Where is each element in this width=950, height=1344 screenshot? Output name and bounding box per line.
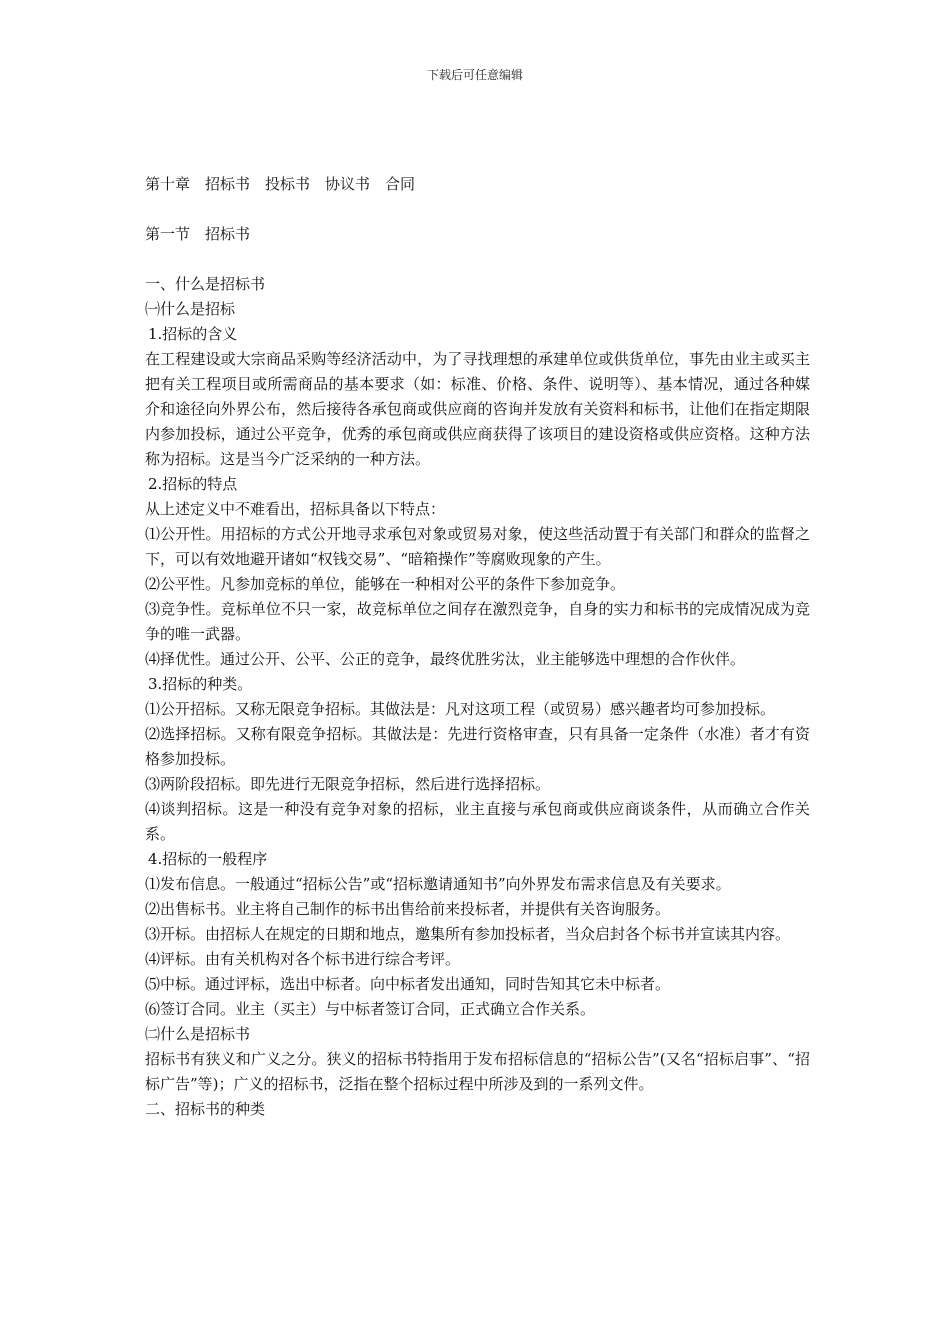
item-procedure-heading: 4.招标的一般程序 <box>148 850 268 868</box>
list-item: ⑷谈判招标。这是一种没有竞争对象的招标，业主直接与承包商或供应商谈条件，从而确立合作关系。 <box>145 800 810 843</box>
list-item: ⑷评标。由有关机构对各个标书进行综合考评。 <box>145 950 461 968</box>
list-item: ⑵公平性。凡参加竞标的单位，能够在一种相对公平的条件下参加竞争。 <box>145 575 626 593</box>
list-item: ⑴公开性。用招标的方式公开地寻求承包对象或贸易对象，使这些活动置于有关部门和群众的监督之下，可以有效地避开诸如“权钱交易”、“暗箱操作”等腐败现象的产生。 <box>145 525 810 568</box>
heading-what-is-tender-doc: 一、什么是招标书 <box>145 275 266 293</box>
paragraph-features-intro: 从上述定义中不难看出，招标具备以下特点： <box>145 500 446 518</box>
item-meaning-heading: 1.招标的含义 <box>148 325 238 343</box>
list-item: ⑶竞争性。竞标单位不只一家，故竞标单位之间存在激烈竞争，自身的实力和标书的完成情况成为竞争的唯一武器。 <box>145 600 810 643</box>
paragraph-definition: 在工程建设或大宗商品采购等经济活动中，为了寻找理想的承建单位或供货单位，事先由业主或买主把有关工程项目或所需商品的基本要求（如：标准、价格、条件、说明等）、基本情况，通过各种媒介和途径向外界公布，然后接待各承包商或供应商的咨询并发放有关资料和标书，让他们在指定期限内参加投标，通过公平竞争，优秀的承包商或供应商获得了该项目的建设资格或供应资格。这种方法称为招标。这是当今广泛采纳的一种方法。 <box>145 350 810 468</box>
subheading-what-is-tender-document: ㈡什么是招标书 <box>145 1025 251 1043</box>
heading-tender-doc-types: 二、招标书的种类 <box>145 1100 266 1118</box>
section-title: 第一节 招标书 <box>145 225 251 243</box>
document-body <box>145 172 810 1122</box>
list-item: ⑸中标。通过评标，选出中标者。向中标者发出通知，同时告知其它未中标者。 <box>145 975 671 993</box>
list-item: ⑷择优性。通过公开、公平、公正的竞争，最终优胜劣汰，业主能够选中理想的合作伙伴。 <box>145 650 746 668</box>
paragraph-tender-doc-definition: 招标书有狭义和广义之分。狭义的招标书特指用于发布招标信息的“招标公告”(又名“招标启事”、“招标广告”等)；广义的招标书，泛指在整个招标过程中所涉及到的一系列文件。 <box>145 1050 810 1093</box>
list-item: ⑵出售标书。业主将自己制作的标书出售给前来投标者，并提供有关咨询服务。 <box>145 900 671 918</box>
item-types-heading: 3.招标的种类。 <box>148 675 253 693</box>
list-item: ⑴公开招标。又称无限竞争招标。其做法是：凡对这项工程（或贸易）感兴趣者均可参加投标。 <box>145 700 776 718</box>
list-item: ⑵选择招标。又称有限竞争招标。其做法是：先进行资格审查，只有具备一定条件（水准）者才有资格参加投标。 <box>145 725 810 768</box>
chapter-title: 第十章 招标书 投标书 协议书 合同 <box>145 175 416 193</box>
item-features-heading: 2.招标的特点 <box>148 475 238 493</box>
list-item: ⑶开标。由招标人在规定的日期和地点，邀集所有参加投标者，当众启封各个标书并宣读其内容。 <box>145 925 791 943</box>
subheading-what-is-tender: ㈠什么是招标 <box>145 300 236 318</box>
list-item: ⑶两阶段招标。即先进行无限竞争招标，然后进行选择招标。 <box>145 775 551 793</box>
page-header: 下载后可任意编辑 <box>426 68 523 82</box>
list-item: ⑴发布信息。一般通过“招标公告”或“招标邀请通知书”向外界发布需求信息及有关要求。 <box>145 875 731 893</box>
list-item: ⑹签订合同。业主（买主）与中标者签订合同，正式确立合作关系。 <box>145 1000 596 1018</box>
